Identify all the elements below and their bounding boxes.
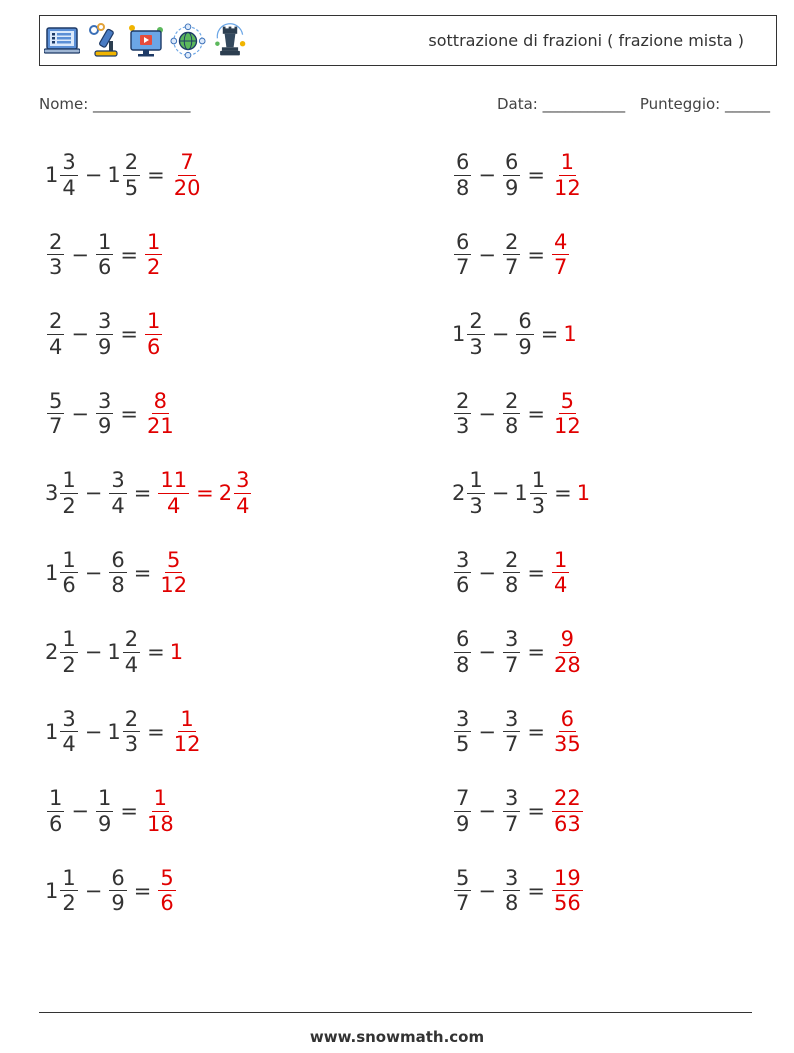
fraction xyxy=(60,549,77,596)
answer-fraction xyxy=(172,708,203,755)
fraction xyxy=(503,867,520,914)
numerator: 5 xyxy=(49,388,63,413)
equals-sign: = xyxy=(527,878,545,903)
denominator: 6 xyxy=(160,891,174,915)
answer-equals-sign: = xyxy=(196,481,214,505)
answer-fraction xyxy=(552,628,583,675)
denominator: 5 xyxy=(456,732,470,756)
numerator: 6 xyxy=(111,547,125,572)
answer xyxy=(156,549,191,596)
equals-sign: = xyxy=(120,401,138,426)
numerator: 3 xyxy=(456,706,470,731)
equals-sign: = xyxy=(540,322,559,346)
answer-fraction xyxy=(552,231,569,278)
denominator: 6 xyxy=(97,255,112,279)
microscope-icon xyxy=(86,22,122,60)
minus-sign: − xyxy=(84,719,103,744)
denominator: 4 xyxy=(167,493,181,518)
numerator: 6 xyxy=(560,706,575,731)
equals-sign: = xyxy=(120,799,138,823)
fraction xyxy=(47,231,64,278)
denominator: 4 xyxy=(111,493,125,518)
denominator: 35 xyxy=(553,732,581,756)
answer xyxy=(143,390,178,437)
minus-sign: − xyxy=(491,322,510,346)
minus-sign: − xyxy=(478,878,496,903)
denominator: 4 xyxy=(236,493,250,518)
fraction xyxy=(503,231,520,278)
numerator: 8 xyxy=(153,388,168,413)
equals-sign: = xyxy=(554,481,572,505)
fraction xyxy=(454,151,471,198)
fraction xyxy=(467,469,484,516)
denominator: 2 xyxy=(62,652,76,677)
numerator: 1 xyxy=(49,786,63,811)
answer-fraction xyxy=(552,787,583,834)
problem-item xyxy=(45,226,164,284)
fraction xyxy=(454,867,471,914)
denominator: 9 xyxy=(518,334,532,359)
whole-number: 3 xyxy=(45,481,59,505)
problem-item xyxy=(452,703,585,761)
denominator: 9 xyxy=(97,811,112,836)
monitor-video-icon xyxy=(128,22,164,60)
fraction xyxy=(47,310,64,357)
minus-sign: − xyxy=(71,242,89,267)
denominator: 3 xyxy=(49,255,63,279)
minus-sign: − xyxy=(84,481,103,505)
numerator: 6 xyxy=(111,865,125,890)
numerator: 1 xyxy=(531,468,546,493)
equals-sign: = xyxy=(133,481,152,505)
fraction xyxy=(123,708,140,755)
fraction xyxy=(454,628,471,675)
equals-sign: = xyxy=(147,163,165,187)
whole-number: 1 xyxy=(107,640,121,664)
denominator: 8 xyxy=(456,175,470,200)
answer xyxy=(550,390,585,437)
whole-number: 1 xyxy=(45,560,59,585)
equals-sign: = xyxy=(527,242,545,267)
problem-item xyxy=(452,623,585,681)
whole-number: 2 xyxy=(452,481,466,505)
answer xyxy=(563,322,576,346)
denominator: 8 xyxy=(504,891,519,915)
numerator: 7 xyxy=(180,150,194,175)
footer-divider xyxy=(39,1012,752,1013)
denominator: 7 xyxy=(504,811,519,836)
problem-item xyxy=(452,544,571,602)
answer xyxy=(143,310,164,357)
denominator: 12 xyxy=(160,573,188,597)
denominator: 20 xyxy=(173,175,201,200)
numerator: 2 xyxy=(124,150,139,175)
fraction xyxy=(503,390,520,437)
chess-rook-icon xyxy=(212,22,248,60)
numerator: 3 xyxy=(504,706,519,731)
minus-sign: − xyxy=(84,163,103,187)
fraction xyxy=(454,708,471,755)
fraction xyxy=(47,787,64,834)
denominator: 7 xyxy=(456,891,470,915)
score-field: Punteggio: ______ xyxy=(639,95,770,113)
fraction xyxy=(109,549,126,596)
numerator: 3 xyxy=(504,865,519,890)
answer xyxy=(550,151,585,198)
answer xyxy=(156,469,253,516)
answer-fraction xyxy=(145,390,176,437)
numerator: 2 xyxy=(49,229,63,254)
answer-fraction xyxy=(158,549,189,596)
denominator: 9 xyxy=(97,414,112,438)
minus-sign: − xyxy=(478,799,496,823)
answer xyxy=(550,231,571,278)
fraction xyxy=(96,231,113,278)
fraction xyxy=(123,628,140,675)
whole-number: 1 xyxy=(45,719,59,744)
fraction xyxy=(60,469,77,516)
fraction xyxy=(47,390,64,437)
answer-fraction xyxy=(158,469,189,516)
answer xyxy=(550,708,585,755)
answer xyxy=(550,787,585,834)
answer-fraction xyxy=(158,867,175,914)
whole-number: 2 xyxy=(45,640,59,664)
answer-whole: 1 xyxy=(563,322,577,346)
numerator: 1 xyxy=(180,706,194,731)
problem-item xyxy=(45,782,178,840)
date-score-fields xyxy=(497,95,770,113)
numerator: 6 xyxy=(456,150,470,175)
whole-number: 1 xyxy=(452,322,466,346)
denominator: 7 xyxy=(456,255,470,279)
denominator: 8 xyxy=(456,652,470,677)
fraction xyxy=(503,628,520,675)
answer xyxy=(577,481,590,505)
answer xyxy=(143,787,178,834)
header-icons xyxy=(44,22,248,60)
numerator: 5 xyxy=(167,547,181,572)
fraction xyxy=(109,469,126,516)
fraction xyxy=(516,310,533,357)
equals-sign: = xyxy=(133,878,152,903)
denominator: 7 xyxy=(49,414,63,438)
whole-number: 1 xyxy=(107,719,121,744)
equals-sign: = xyxy=(527,560,545,585)
laptop-checklist-icon xyxy=(44,22,80,60)
answer xyxy=(170,151,205,198)
fraction xyxy=(96,787,113,834)
date-field: Data: ___________ xyxy=(496,95,626,113)
numerator: 1 xyxy=(62,865,76,890)
numerator: 2 xyxy=(504,388,519,413)
denominator: 6 xyxy=(62,573,76,597)
numerator: 3 xyxy=(62,150,76,175)
minus-sign: − xyxy=(478,640,496,664)
numerator: 3 xyxy=(456,547,470,572)
minus-sign: − xyxy=(84,878,103,903)
worksheet-title: sottrazione di frazioni ( frazione mista ) xyxy=(428,31,744,50)
answer-whole: 1 xyxy=(169,640,184,664)
answer-fraction xyxy=(552,708,583,755)
fraction xyxy=(530,469,547,516)
denominator: 3 xyxy=(469,493,483,518)
numerator: 4 xyxy=(553,229,568,254)
denominator: 2 xyxy=(62,891,76,915)
fraction xyxy=(503,787,520,834)
fraction xyxy=(123,151,140,198)
denominator: 6 xyxy=(146,334,161,359)
whole-number: 1 xyxy=(514,481,528,505)
equals-sign: = xyxy=(133,560,152,585)
minus-sign: − xyxy=(71,799,89,823)
answer xyxy=(156,867,177,914)
denominator: 7 xyxy=(504,732,519,756)
worksheet-header xyxy=(39,15,777,66)
numerator: 2 xyxy=(49,309,63,334)
problem-item xyxy=(45,862,178,920)
answer-fraction xyxy=(552,151,583,198)
answer xyxy=(550,867,585,914)
answer-whole: 1 xyxy=(576,481,591,505)
denominator: 4 xyxy=(62,732,76,756)
problem-item xyxy=(452,146,585,204)
fraction xyxy=(454,549,471,596)
numerator: 1 xyxy=(62,468,76,493)
fraction xyxy=(454,787,471,834)
problem-item xyxy=(452,464,590,522)
fraction xyxy=(60,151,77,198)
numerator: 3 xyxy=(111,468,125,493)
whole-number: 1 xyxy=(45,878,59,903)
numerator: 1 xyxy=(553,547,568,572)
problem-item xyxy=(45,544,191,602)
denominator: 9 xyxy=(504,175,519,200)
whole-number: 1 xyxy=(45,163,59,187)
numerator: 1 xyxy=(62,547,76,572)
denominator: 7 xyxy=(553,255,568,279)
numerator: 11 xyxy=(160,468,188,493)
fraction xyxy=(503,151,520,198)
denominator: 5 xyxy=(124,175,139,200)
denominator: 8 xyxy=(504,414,519,438)
fraction xyxy=(109,867,126,914)
denominator: 21 xyxy=(146,414,174,438)
numerator: 5 xyxy=(160,865,174,890)
whole-number: 1 xyxy=(107,163,121,187)
answer-fraction xyxy=(145,310,162,357)
problem-item xyxy=(452,226,571,284)
numerator: 3 xyxy=(504,627,519,652)
problem-item xyxy=(45,385,178,443)
equals-sign: = xyxy=(527,799,545,823)
numerator: 3 xyxy=(236,468,250,493)
answer xyxy=(550,549,571,596)
numerator: 1 xyxy=(146,309,161,334)
numerator: 1 xyxy=(62,627,76,652)
minus-sign: − xyxy=(71,401,89,426)
equals-sign: = xyxy=(147,640,165,664)
denominator: 3 xyxy=(469,334,483,359)
numerator: 9 xyxy=(560,627,575,652)
fraction xyxy=(503,708,520,755)
numerator: 6 xyxy=(504,150,519,175)
minus-sign: − xyxy=(478,560,496,585)
numerator: 1 xyxy=(153,786,168,811)
denominator: 12 xyxy=(553,414,581,438)
problem-item xyxy=(452,782,585,840)
denominator: 12 xyxy=(173,732,201,756)
fraction xyxy=(454,231,471,278)
equals-sign: = xyxy=(527,401,545,426)
fraction xyxy=(96,390,113,437)
numerator: 1 xyxy=(560,150,575,175)
denominator: 8 xyxy=(504,573,519,597)
answer xyxy=(143,231,164,278)
numerator: 1 xyxy=(469,468,483,493)
network-globe-icon xyxy=(170,22,206,60)
denominator: 4 xyxy=(553,573,568,597)
numerator: 22 xyxy=(553,786,581,811)
answer xyxy=(170,708,205,755)
equals-sign: = xyxy=(527,719,545,744)
problem-item xyxy=(45,703,204,761)
answer-fraction xyxy=(552,867,583,914)
denominator: 2 xyxy=(62,493,76,518)
equals-sign: = xyxy=(527,163,545,187)
minus-sign: − xyxy=(478,401,496,426)
problem-item xyxy=(45,464,253,522)
numerator: 6 xyxy=(456,627,470,652)
answer xyxy=(550,628,585,675)
name-field: Nome: _____________ xyxy=(39,95,191,113)
denominator: 63 xyxy=(553,811,581,836)
problem-item xyxy=(45,623,183,681)
fraction xyxy=(96,310,113,357)
denominator: 28 xyxy=(553,652,581,677)
denominator: 4 xyxy=(62,175,76,200)
numerator: 7 xyxy=(456,786,470,811)
answer-fraction xyxy=(172,151,203,198)
numerator: 6 xyxy=(518,309,532,334)
denominator: 18 xyxy=(146,811,174,836)
denominator: 2 xyxy=(146,255,161,279)
numerator: 2 xyxy=(124,627,139,652)
denominator: 7 xyxy=(504,255,519,279)
numerator: 1 xyxy=(146,229,161,254)
minus-sign: − xyxy=(84,640,103,664)
numerator: 3 xyxy=(62,706,76,731)
answer-fraction xyxy=(234,469,251,516)
problem-item xyxy=(45,305,164,363)
denominator: 3 xyxy=(456,414,470,438)
numerator: 19 xyxy=(553,865,581,890)
numerator: 2 xyxy=(456,388,470,413)
denominator: 3 xyxy=(124,732,139,756)
problem-item xyxy=(452,385,585,443)
answer-whole: 2 xyxy=(218,481,233,505)
numerator: 1 xyxy=(97,786,112,811)
equals-sign: = xyxy=(120,242,138,267)
fraction xyxy=(467,310,484,357)
problem-item xyxy=(452,862,585,920)
footer-site: www.snowmath.com xyxy=(309,1028,485,1046)
fraction xyxy=(503,549,520,596)
minus-sign: − xyxy=(71,322,89,346)
numerator: 5 xyxy=(560,388,575,413)
numerator: 2 xyxy=(469,309,483,334)
numerator: 2 xyxy=(504,547,519,572)
denominator: 7 xyxy=(504,652,519,677)
minus-sign: − xyxy=(478,719,496,744)
denominator: 3 xyxy=(531,493,546,518)
equals-sign: = xyxy=(120,322,138,346)
numerator: 2 xyxy=(504,229,519,254)
equals-sign: = xyxy=(147,719,165,744)
problem-item xyxy=(45,146,204,204)
answer-fraction xyxy=(552,390,583,437)
numerator: 3 xyxy=(97,388,112,413)
minus-sign: − xyxy=(478,163,496,187)
denominator: 56 xyxy=(553,891,581,915)
minus-sign: − xyxy=(84,560,103,585)
fraction xyxy=(60,708,77,755)
numerator: 1 xyxy=(97,229,112,254)
fraction xyxy=(60,628,77,675)
equals-sign: = xyxy=(527,640,545,664)
fraction xyxy=(60,867,77,914)
denominator: 9 xyxy=(111,891,125,915)
minus-sign: − xyxy=(491,481,510,505)
numerator: 2 xyxy=(124,706,139,731)
problem-item xyxy=(452,305,577,363)
minus-sign: − xyxy=(478,242,496,267)
answer-fraction xyxy=(145,231,162,278)
denominator: 4 xyxy=(49,334,63,359)
answer xyxy=(170,640,183,664)
denominator: 8 xyxy=(111,573,125,597)
denominator: 9 xyxy=(456,811,470,836)
fraction xyxy=(454,390,471,437)
answer-fraction xyxy=(145,787,176,834)
numerator: 3 xyxy=(504,786,519,811)
denominator: 4 xyxy=(124,652,139,677)
denominator: 6 xyxy=(456,573,470,597)
denominator: 6 xyxy=(49,811,63,836)
denominator: 9 xyxy=(97,334,112,359)
denominator: 12 xyxy=(553,175,581,200)
numerator: 6 xyxy=(456,229,470,254)
numerator: 3 xyxy=(97,309,112,334)
answer-fraction xyxy=(552,549,569,596)
numerator: 5 xyxy=(456,865,470,890)
